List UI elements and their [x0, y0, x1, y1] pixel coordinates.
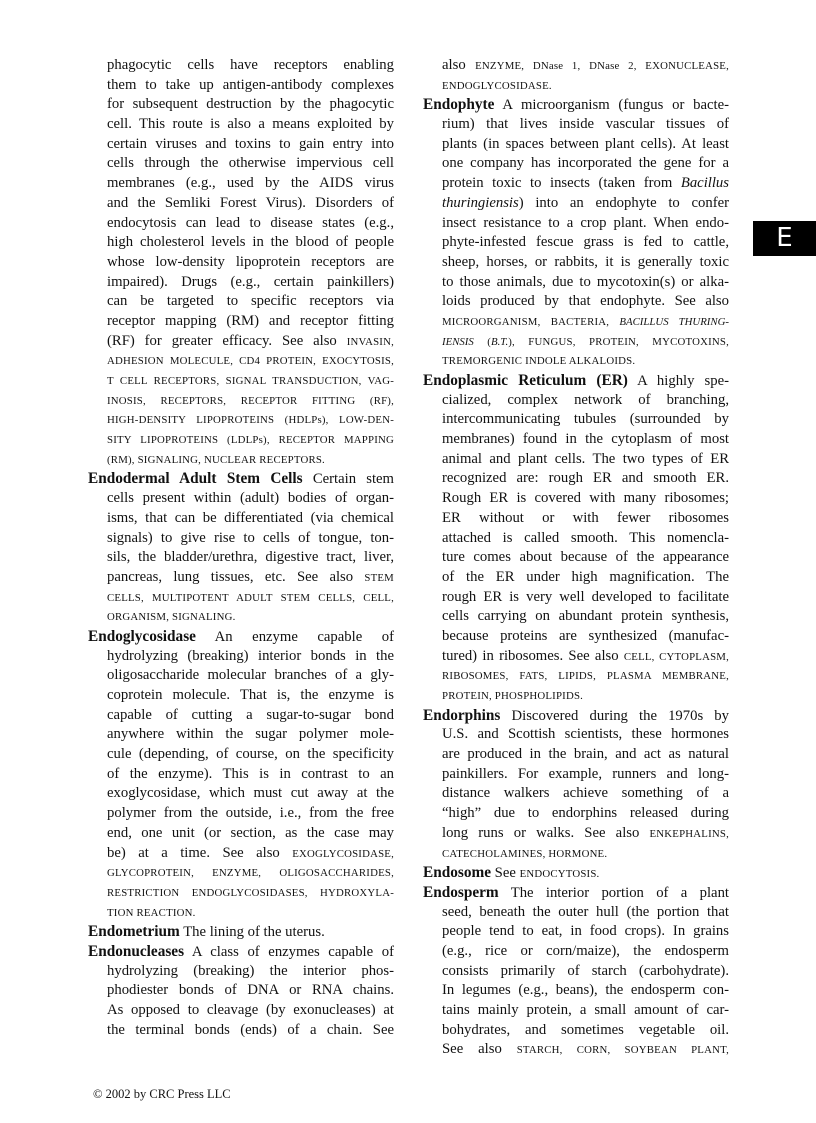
text-segment: receptor mapping (RM) and receptor fitting — [107, 312, 394, 329]
text-segment: As opposed to cleavage (by exonucleases) at — [107, 1002, 394, 1018]
text-line — [423, 548, 729, 568]
text-line — [88, 273, 394, 293]
text-line — [88, 804, 394, 824]
text-segment: long runs or walks. See also — [442, 824, 650, 841]
text-segment: animal and plant cells. The two types of ER — [442, 450, 729, 467]
cross-reference: CELL, CYTOPLASM, — [623, 650, 729, 663]
entry-term: Endometrium — [88, 923, 180, 941]
text-segment: Bacillus — [680, 175, 729, 192]
text-line — [88, 647, 394, 667]
text-segment: be) at a time. See also — [107, 844, 293, 861]
text-line — [88, 391, 394, 411]
text-segment: end, one unit (or section, as the case may — [107, 824, 394, 841]
copyright-footer: © 2002 by CRC Press LLC — [93, 1087, 231, 1101]
text-segment: membranes) found in the cytoplasm of most — [442, 431, 729, 448]
cross-reference: EXOGLYCOSIDASE, — [292, 847, 394, 860]
text-line — [423, 981, 729, 1001]
text-segment: thuringiensis — [442, 194, 519, 211]
text-line — [88, 214, 394, 234]
text-line — [423, 1021, 729, 1041]
cross-reference: BACILLUS THURING- — [619, 315, 729, 328]
text-line — [423, 292, 729, 312]
cross-reference: ENDOGLYCOSIDASE. — [442, 79, 552, 92]
text-line — [423, 273, 729, 293]
text-line — [88, 410, 394, 430]
text-segment: ER without or with fewer ribosomes — [442, 509, 729, 526]
text-segment: Certain stem — [302, 471, 394, 488]
text-segment: loids produced by that endophyte. See also — [442, 293, 729, 310]
text-line — [423, 174, 729, 194]
text-segment: protein toxic to insects (taken from — [442, 175, 681, 192]
text-line — [88, 725, 394, 745]
cross-reference: SITY LIPOPROTEINS (LDLPs), RECEPTOR MAPPING — [107, 434, 394, 447]
text-line — [88, 135, 394, 155]
text-line — [88, 509, 394, 529]
text-segment: phyte-infested fescue grass is fed to cattle, — [442, 234, 729, 251]
text-line — [423, 253, 729, 273]
text-segment: cells present within (adult) bodies of organ- — [107, 490, 394, 507]
left-column — [88, 56, 394, 1040]
text-line — [88, 588, 394, 608]
cross-reference: RIBOSOMES, FATS, LIPIDS, PLASMA MEMBRANE, — [442, 670, 729, 683]
entry-headline — [423, 706, 729, 726]
text-segment: rium) that lives inside vascular tissues of — [442, 116, 729, 133]
text-line — [88, 489, 394, 509]
text-line — [88, 548, 394, 568]
text-segment: impaired). Drugs (e.g., certain painkillers) — [107, 273, 394, 290]
text-line — [423, 76, 729, 96]
text-line — [423, 1040, 729, 1060]
text-segment: signals) to give rise to cells of tongue, ton- — [107, 529, 394, 546]
cross-reference: T CELL RECEPTORS, SIGNAL TRANSDUCTION, VAG- — [107, 375, 394, 387]
text-line — [423, 725, 729, 745]
text-segment: polymer from the outside, i.e., from the free — [107, 805, 394, 822]
cross-reference: ( — [473, 335, 491, 348]
text-segment: rough ER is very well developed to facilitate — [442, 588, 729, 605]
text-segment: and the Semliki Forest Virus). Disorders of — [107, 194, 394, 211]
text-segment: tains mainly protein, a small amount of car- — [442, 1002, 729, 1018]
text-segment: (RF) for greater efficacy. See also — [107, 332, 347, 349]
cross-reference: TION REACTION. — [107, 906, 196, 919]
text-segment: In legumes (e.g., beans), the endosperm con- — [442, 982, 729, 999]
text-segment: people tend to eat, in food crops). In grains — [442, 923, 729, 940]
entry-term: Endoplasmic Reticulum (ER) — [423, 372, 628, 389]
text-segment: are produced in the brain, and act as natural — [442, 746, 729, 763]
text-line — [423, 410, 729, 430]
text-segment: phodiester bonds of DNA or RNA chains. — [107, 982, 394, 999]
text-segment: because proteins are synthesized (manufac- — [442, 627, 729, 644]
text-segment: cells through the otherwise impervious cell — [107, 155, 394, 172]
text-segment: tured) in ribosomes. See also — [442, 647, 624, 664]
text-line — [423, 745, 729, 765]
text-line — [88, 450, 394, 470]
text-segment: bohydrates, and sometimes vegetable oil. — [442, 1021, 729, 1038]
text-line — [88, 745, 394, 765]
cross-reference: B.T. — [491, 335, 509, 348]
cross-reference: ENZYME, DNase 1, DNase 2, EXONUCLEASE, — [475, 60, 729, 72]
cross-reference: ADHESION MOLECULE, CD4 PROTEIN, EXOCYTOSIS, — [107, 355, 394, 368]
text-segment: An enzyme capable of — [195, 628, 394, 645]
text-line — [423, 154, 729, 174]
text-line — [423, 568, 729, 588]
text-line — [423, 529, 729, 549]
text-segment: The interior portion of a plant — [498, 884, 729, 901]
text-segment: hydrolyzing (breaking) interior bonds in the — [107, 647, 394, 664]
text-line — [423, 942, 729, 962]
text-segment: endocytosis can lead to disease states (e.g., — [107, 214, 394, 231]
cross-reference: CATECHOLAMINES, HORMONE. — [442, 847, 608, 860]
text-line — [423, 588, 729, 608]
text-line — [88, 529, 394, 549]
entry-headline — [88, 469, 394, 489]
text-segment: ture comes about because of the appearance — [442, 549, 729, 566]
text-line — [423, 844, 729, 864]
text-line — [423, 922, 729, 942]
text-segment: ) into an endophyte to confer — [518, 194, 729, 211]
entry-term: Endosperm — [423, 883, 499, 901]
text-segment: isms, that can be differentiated (via chemical — [107, 509, 394, 526]
text-segment: cule (depending, of course, on the specificity — [107, 746, 394, 763]
text-line — [88, 686, 394, 706]
text-segment: painkillers. For example, runners and long- — [442, 765, 729, 782]
text-line — [88, 154, 394, 174]
text-line — [88, 233, 394, 253]
text-line — [88, 981, 394, 1001]
entry-term: Endonucleases — [88, 942, 185, 960]
text-segment: hydrolyzing (breaking) the interior phos- — [107, 962, 394, 979]
entry-headline — [423, 371, 729, 391]
text-line — [88, 292, 394, 312]
entry-headline — [423, 883, 729, 903]
text-segment: cialized, complex network of branching, — [442, 391, 729, 408]
text-segment: whose low-density lipoprotein receptors are — [107, 253, 394, 270]
text-line — [88, 962, 394, 982]
text-line — [423, 666, 729, 686]
text-line — [88, 765, 394, 785]
entry-headline — [88, 922, 394, 942]
text-line — [423, 332, 729, 352]
cross-reference: PROTEIN, PHOSPHOLIPIDS. — [442, 690, 584, 702]
text-segment: also — [442, 57, 476, 73]
text-segment: to those animals, due to mycotoxin(s) or alka- — [442, 273, 729, 290]
text-segment: seed, beneath the outer hull (the portion that — [442, 903, 729, 920]
text-line — [88, 863, 394, 883]
text-segment: Rough ER is covered with many ribosomes; — [442, 490, 729, 507]
entry-term: Endosome — [423, 864, 491, 882]
entry-headline — [423, 863, 729, 883]
entry-term: Endoglycosidase — [88, 627, 196, 645]
text-line — [423, 765, 729, 785]
text-segment: A highly spe- — [627, 373, 729, 389]
cross-reference: MICROORGANISM, BACTERIA, — [442, 315, 620, 328]
text-segment: anywhere within the sugar polymer mole- — [107, 726, 394, 743]
cross-reference: ENDOCYTOSIS. — [519, 868, 600, 881]
text-segment: membranes (e.g., used by the AIDS virus — [107, 175, 394, 192]
text-segment: See also — [442, 1041, 517, 1058]
entry-term: Endodermal Adult Stem Cells — [88, 470, 303, 488]
text-line — [88, 784, 394, 804]
text-line — [88, 332, 394, 352]
text-line — [88, 430, 394, 450]
text-line — [423, 430, 729, 450]
text-segment: cell. This route is also a means exploited by — [107, 116, 394, 133]
text-line — [88, 253, 394, 273]
text-line — [88, 666, 394, 686]
text-segment: high cholesterol levels in the blood of people — [107, 234, 394, 251]
cross-reference: RESTRICTION ENDOGLYCOSIDASES, HYDROXYLA- — [107, 886, 394, 899]
text-segment: A microorganism (fungus or bacte- — [494, 97, 729, 114]
text-line — [88, 824, 394, 844]
text-line — [88, 351, 394, 371]
text-line — [88, 706, 394, 726]
cross-reference: STEM — [364, 571, 394, 584]
cross-reference: INVASIN, — [346, 335, 394, 348]
text-line — [88, 56, 394, 76]
text-line — [423, 509, 729, 529]
text-line — [88, 1001, 394, 1021]
entry-headline — [88, 627, 394, 647]
cross-reference: INOSIS, RECEPTORS, RECEPTOR FITTING (RF), — [107, 394, 394, 407]
text-line — [423, 312, 729, 332]
text-line — [423, 627, 729, 647]
text-segment: The lining of the uterus. — [179, 924, 325, 941]
text-line — [423, 194, 729, 214]
cross-reference: TREMORGENIC INDOLE ALKALOIDS. — [442, 355, 636, 368]
text-segment: insect resistance to a crop plant. When endo- — [442, 214, 729, 231]
text-segment: sheep, horses, or rabbits, it is generally toxic — [442, 253, 729, 270]
text-line — [423, 647, 729, 667]
text-line — [88, 194, 394, 214]
cross-reference: CELLS, MULTIPOTENT ADULT STEM CELLS, CELL, — [107, 591, 394, 604]
cross-reference: IENSIS — [442, 335, 474, 348]
text-segment: pancreas, lung tissues, etc. See also — [107, 568, 365, 585]
text-line — [423, 450, 729, 470]
text-segment: capable of cutting a sugar-to-sugar bond — [107, 706, 394, 723]
text-line — [88, 844, 394, 864]
text-line — [88, 883, 394, 903]
text-segment: “high” due to endorphins released during — [442, 805, 729, 822]
text-segment: intercommunicating tubules (surrounded by — [442, 411, 729, 428]
text-segment: cells carrying on abundant protein synthesis, — [442, 608, 729, 625]
section-thumb-tab: E — [753, 221, 816, 256]
text-segment: one company has incorporated the gene for a — [442, 155, 729, 172]
text-segment: certain viruses and toxins to gain entry into — [107, 135, 394, 152]
text-segment: recognized are: rough ER and smooth ER. — [442, 470, 729, 487]
text-line — [423, 489, 729, 509]
text-segment: See — [491, 865, 520, 882]
text-segment: (e.g., rice or corn/maize), the endosperm — [442, 942, 729, 959]
cross-reference: HIGH-DENSITY LIPOPROTEINS (HDLPs), LOW-DEN- — [107, 414, 394, 427]
text-line — [423, 686, 729, 706]
text-line — [423, 233, 729, 253]
text-line — [423, 607, 729, 627]
cross-reference: (RM), SIGNALING, NUCLEAR RECEPTORS. — [107, 453, 325, 466]
text-segment: of the ER under high magnification. The — [442, 568, 729, 585]
text-line — [88, 312, 394, 332]
text-line — [88, 174, 394, 194]
entry-term: Endophyte — [423, 96, 495, 114]
right-column — [423, 56, 729, 1060]
cross-reference: ENKEPHALINS, — [649, 827, 729, 840]
text-line — [423, 804, 729, 824]
text-line — [423, 1001, 729, 1021]
text-segment: distance walkers achieve something of a — [442, 785, 729, 802]
text-line — [423, 56, 729, 76]
text-line — [423, 115, 729, 135]
text-line — [423, 214, 729, 234]
text-segment: exoglycosidase, which must cut away at the — [107, 785, 394, 802]
text-line — [88, 76, 394, 96]
text-segment: oligosaccharide molecular branches of a gly- — [107, 667, 394, 684]
text-segment: them to take up antigen-antibody complexes — [107, 76, 394, 93]
text-segment: consists primarily of starch (carbohydrate). — [442, 962, 729, 979]
text-segment: for subsequent destruction by the phagocytic — [107, 96, 394, 113]
cross-reference: ORGANISM, SIGNALING. — [107, 611, 236, 624]
text-segment: U.S. and Scottish scientists, these hormones — [442, 726, 729, 743]
text-segment: Discovered during the 1970s by — [500, 707, 729, 724]
text-line — [423, 784, 729, 804]
cross-reference: ), FUNGUS, PROTEIN, MYCOTOXINS, — [508, 335, 729, 348]
text-segment: can be targeted to specific receptors via — [107, 293, 394, 310]
text-line — [88, 95, 394, 115]
text-segment: phagocytic cells have receptors enabling — [107, 57, 394, 73]
text-segment: plants (in spaces between plant cells). At least — [442, 135, 729, 152]
text-line — [88, 1021, 394, 1041]
entry-term: Endorphins — [423, 706, 501, 724]
text-line — [423, 351, 729, 371]
text-line — [423, 469, 729, 489]
text-segment: A class of enzymes capable of — [184, 943, 394, 960]
text-line — [423, 391, 729, 411]
entry-headline — [88, 942, 394, 962]
text-segment: the terminal bonds (ends) of a chain. See — [107, 1021, 394, 1038]
text-line — [423, 824, 729, 844]
entry-headline — [423, 95, 729, 115]
text-segment: coprotein molecule. That is, the enzyme is — [107, 687, 394, 703]
text-segment: of the enzyme). This is in contrast to an — [107, 765, 394, 782]
text-line — [88, 903, 394, 923]
text-line — [88, 568, 394, 588]
text-line — [423, 135, 729, 155]
cross-reference: STARCH, CORN, SOYBEAN PLANT, — [516, 1044, 729, 1057]
cross-reference: GLYCOPROTEIN, ENZYME, OLIGOSACCHARIDES, — [107, 867, 394, 880]
text-line — [88, 371, 394, 391]
text-line — [423, 962, 729, 982]
text-segment: sils, the bladder/urethra, digestive tract, liver, — [107, 549, 394, 566]
text-segment: attached is called smooth. This nomencla- — [442, 529, 729, 546]
text-line — [88, 115, 394, 135]
text-line — [423, 903, 729, 923]
text-line — [88, 607, 394, 627]
